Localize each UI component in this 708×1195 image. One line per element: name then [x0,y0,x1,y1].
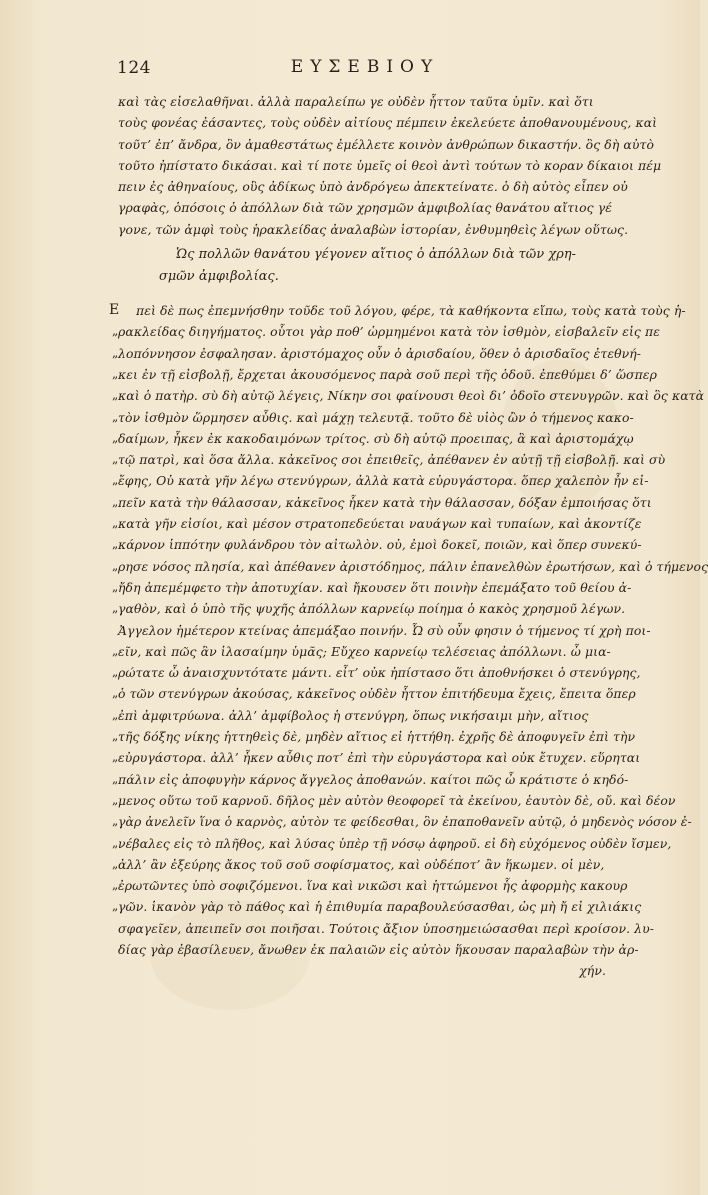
quotation-mark: „ [112,409,119,424]
quotation-mark: „ [112,494,119,509]
page-number: 124 [117,58,151,78]
quotation-mark: „ [112,643,119,658]
quotation-mark: „ [112,430,119,445]
text-line: „ ρακλείδας διηγήματος. οὗτοι γὰρ ποθ’ ὡρμημένοι κατὰ τὸν ἰσθμὸν, εἰσβαλεῖν εἰς πε [118,321,610,342]
text-line: „ ὁ τῶν στενύγρων ἀκούσας, κἀκεῖνος οὐδὲν ἧττον ἐπιτήδευμα ἔχεις, ἔπειτα ὅπερ [118,683,610,704]
text-line: „ γὰρ ἀνελεῖν ἵνα ὁ καρνὸς, αὐτὸν τε φείδεσθαι, ὃν ἐπαποθανεῖν αὐτῷ, ὁ μηδενὸς νόσον ἐ- [118,811,610,832]
text-line: „ μενος οὕτω τοῦ καρνοῦ. δῆλος μὲν αὐτὸν θεοφορεῖ τὰ ἐκείνου, ἑαυτὸν δὲ, οὔ. καὶ δέον [118,790,610,811]
text-line: „ εὐρυγάστορα. ἀλλ’ ἧκεν αὖθις ποτ’ ἐπὶ τὴν εὐρυγάστορα καὶ οὐκ ἔτυχεν. εὕρηται [118,747,610,768]
quotation-mark: „ [112,771,119,786]
text-line: „ πάλιν εἰς ἀποφυγὴν κάρνος ἄγγελος ἀποθανών. καίτοι πῶς ὦ κράτιστε ὁ κηδό- [118,769,610,790]
quotation-mark: „ [112,601,119,616]
quotation-mark: „ [112,388,119,403]
text-line: δίας γὰρ ἐβασίλευεν, ἄνωθεν ἐκ παλαιῶν εἰς αὐτὸν ἥκουσαν παραλαβὼν τὴν ἀρ- [118,941,639,957]
quotation-mark: „ [112,537,119,552]
quotation-mark: „ [112,324,119,339]
text-line: τοῦτ’ ἐπ’ ἄνδρα, ὃν ἀμαθεστάτως ἐμέλλετε κοινὸν ἀνθρώπων δικαστήν. ὃς δὴ αὐτὸ [118,136,655,152]
text-line: Ε πεὶ δὲ πως ἐπεμνήσθην τοῦδε τοῦ λόγου, φέρε, τὰ καθήκοντα εἴπω, τοὺς κατὰ τοὺς ἡ- [118,300,610,321]
text-line: „ γαθὸν, καὶ ὁ ὑπὸ τῆς ψυχῆς ἀπόλλων καρνείῳ ποίημα ὁ κακὸς χρησμοῦ λέγων. [118,598,610,619]
text-line: Ἀγγελον ἡμέτερον κτείνας ἀπεμάξαο ποινήν. Ὦ σὺ οὖν φησιν ὁ τήμενος τί χρὴ ποι- [118,622,651,638]
text-line: „ κει ἐν τῇ εἰσβολῇ, ἔρχεται ἀκουσόμενος παρὰ σοῦ περὶ τῆς ὁδοῦ. ἐπεθύμει δ’ ὥσπερ [118,364,610,385]
text-line: „ ἤδη ἀπεμέμφετο τὴν ἀποτυχίαν. καὶ ἤκουσεν ὅτι ποινὴν ἐπεμάξατο τοῦ θείου ἀ- [118,577,610,598]
quotation-mark: „ [112,750,119,765]
quotation-mark: „ [112,686,119,701]
quotation-mark: „ [112,814,119,829]
quotation-mark: „ [112,707,119,722]
text-line: γονε, τῶν ἀμφὶ τοὺς ἡρακλείδας ἀναλαβὼν ἱστορίαν, ἐνθυμηθεὶς λέγων οὕτως. [118,221,629,237]
quotation-mark: „ [112,452,119,467]
text-line: „ δαίμων, ἧκεν ἐκ κακοδαιμόνων τρίτος. σὺ δὴ αὐτῷ προειπας, ἃ καὶ ἀριστομάχῳ [118,428,610,449]
text-body [109,91,708,982]
quotation-mark: „ [112,558,119,573]
quotation-mark: „ [112,345,119,360]
quotation-mark: „ [112,473,119,488]
quotation-mark: „ [112,856,119,871]
quotation-mark: „ [112,835,119,850]
text-line: „ πεῖν κατὰ τὴν θάλασσαν, κἀκεῖνος ἧκεν κατὰ τὴν θάλασσαν, δόξαν ἐμποιήσας ὅτι [118,492,610,513]
running-head: ΕΥΣΕΒΙΟΥ [290,57,440,77]
quotation-mark: „ [112,729,119,744]
text-line: „ νέβαλες εἰς τὸ πλῆθος, καὶ λύσας ὑπὲρ τῇ νόσῳ ἀφηροῦ. εἰ δὴ εὐχόμενος οὐδὲν ἴσμεν, [118,833,610,854]
text-line: τοὺς φονέας ἐάσαντες, τοὺς οὐδὲν αἰτίους πέμπειν ἐκελεύετε ἀποθανουμένους, καὶ [118,115,658,131]
text-line: „ τῆς δόξης νίκης ἡττηθεὶς δὲ, μηδὲν αἴτιος εἰ ἡττήθη. ἐχρῆς δὲ ἀποφυγεῖν ἐπὶ τὴν [118,726,610,747]
quotation-mark: „ [112,366,119,381]
text-line: τοῦτο ἠπίστατο δικάσαι. καὶ τί ποτε ὑμεῖς οἱ θεοὶ ἀντὶ τούτων τὸ κοραν δίκαιοι πέμ [118,157,662,173]
section-heading [118,244,610,288]
text-line: „ γῶν. ἱκανὸν γὰρ τὸ πάθος καὶ ἡ ἐπιθυμία παραβουλεύσασθαι, ὡς μὴ ἤ εἰ χιλιάκις [118,896,610,917]
quotation-mark: „ [112,878,119,893]
text-line: πειν ἐς ἀθηναίους, οὓς ἀδίκως ὑπὸ ἀνδρόγεω ἀπεκτείνατε. ὁ δὴ αὐτὸς εἶπεν οὐ [118,179,628,195]
paragraph-main [109,300,708,982]
quotation-mark: „ [112,792,119,807]
text-line: γραφὰς, ὁπόσοις ὁ ἀπόλλων διὰ τῶν χρησμῶν ἀμφιβολίας θανάτου αἴτιος γέ [118,200,613,216]
text-line: „ ἐπὶ ἀμφιτρύωνα. ἀλλ’ ἀμφίβολος ἡ στενύγρη, ὅπως νικήσαιμι μὴν, αἴτιος [118,705,610,726]
text-line: „ ρησε νόσος πλησία, καὶ ἀπέθανεν ἀριστόδημος, πάλιν ἐπανελθὼν ἐρωτήσων, καὶ ὁ τήμενος [118,556,610,577]
text-line: „ καὶ ὁ πατὴρ. σὺ δὴ αὐτῷ λέγεις, Νίκην σοι φαίνουσι θεοὶ δι’ ὁδοῖο στενυγρῶν. καὶ ὃς κατὰ [118,385,610,406]
text-line: „ ἐρωτῶντες ὑπὸ σοφιζόμενοι. ἵνα καὶ νικῶσι καὶ ἡττώμενοι ἧς ἀφορμὴς κακουρ [118,875,610,896]
heading-line: Ὡς πολλῶν θανάτου γέγονεν αἴτιος ὁ ἀπόλλων διὰ τῶν χρη- [176,247,577,263]
text-line: „ λοπόννησον ἐσφαλησαν. ἀριστόμαχος οὖν ὁ ἀρισδαίου, ὅθεν ὁ ἀρισδαῖος ἐτεθνή- [118,343,610,364]
quotation-mark: „ [112,899,119,914]
text-line: „ ἀλλ’ ἂν ἐξεύρης ἄκος τοῦ σοῦ σοφίσματος, καὶ οὐδέποτ’ ἂν ἥκωμεν. οἱ μὲν, [118,854,610,875]
text-line: „ τῷ πατρὶ, καὶ ὅσα ἄλλα. κἀκεῖνος σοι ἐπειθεῖς, ἀπέθανεν ἐν αὐτῇ τῇ εἰσβολῇ. καὶ σὺ [118,449,610,470]
text-line: „ κατὰ γῆν εἰσίοι, καὶ μέσον στρατοπεδεύεται ναυάγων καὶ τυπαίων, καὶ ἀκοντίζε [118,513,610,534]
text-line: „ ρώτατε ὦ ἀναισχυντότατε μάντι. εἶτ’ οὐκ ἠπίστασο ὅτι ἀποθνήσκει ὁ στενύγρης, [118,662,610,683]
text-line: χήν. [579,963,606,979]
text-line: „ ἔφης, Οὐ κατὰ γῆν λέγω στενύγρων, ἀλλὰ κατὰ εὐρυγάστορα. ὅπερ χαλεπὸν ἦν εἰ- [118,470,610,491]
text-line: „ κάρνον ἱππότην φυλάνδρου τὸν αἰτωλὸν. οὐ, ἐμοὶ δοκεῖ, ποιῶν, καὶ ὅπερ συνεκύ- [118,534,610,555]
quotation-mark: „ [112,665,119,680]
text-line: καὶ τὰς εἰσελαθῆναι. ἀλλὰ παραλείπω γε οὐδὲν ἧττον ταῦτα ὑμῖν. καὶ ὅτι [118,94,594,109]
text-line: „ τὸν ἰσθμὸν ὥρμησεν αὖθις. καὶ μάχῃ τελευτᾷ. τοῦτο δὲ υἱὸς ὢν ὁ τήμενος κακο- [118,407,610,428]
text-line: „ εῖν, καὶ πῶς ἂν ἱλασαίμην ὑμᾶς; Εὔχεο καρνείῳ τελέσειας ἀπόλλωνι. ὦ μια- [118,641,610,662]
quotation-mark: „ [112,516,119,531]
quotation-mark: „ [112,579,119,594]
heading-line: σμῶν ἀμφιβολίας. [159,269,279,285]
initial-letter: Ε [109,302,120,319]
paragraph-intro [118,91,662,240]
text-line: σφαγεῖεν, ἀπειπεῖν σοι ποιῆσαι. Τούτοις ἄξιον ὑποσημειώσασθαι περὶ κροίσον. λυ- [118,920,655,936]
